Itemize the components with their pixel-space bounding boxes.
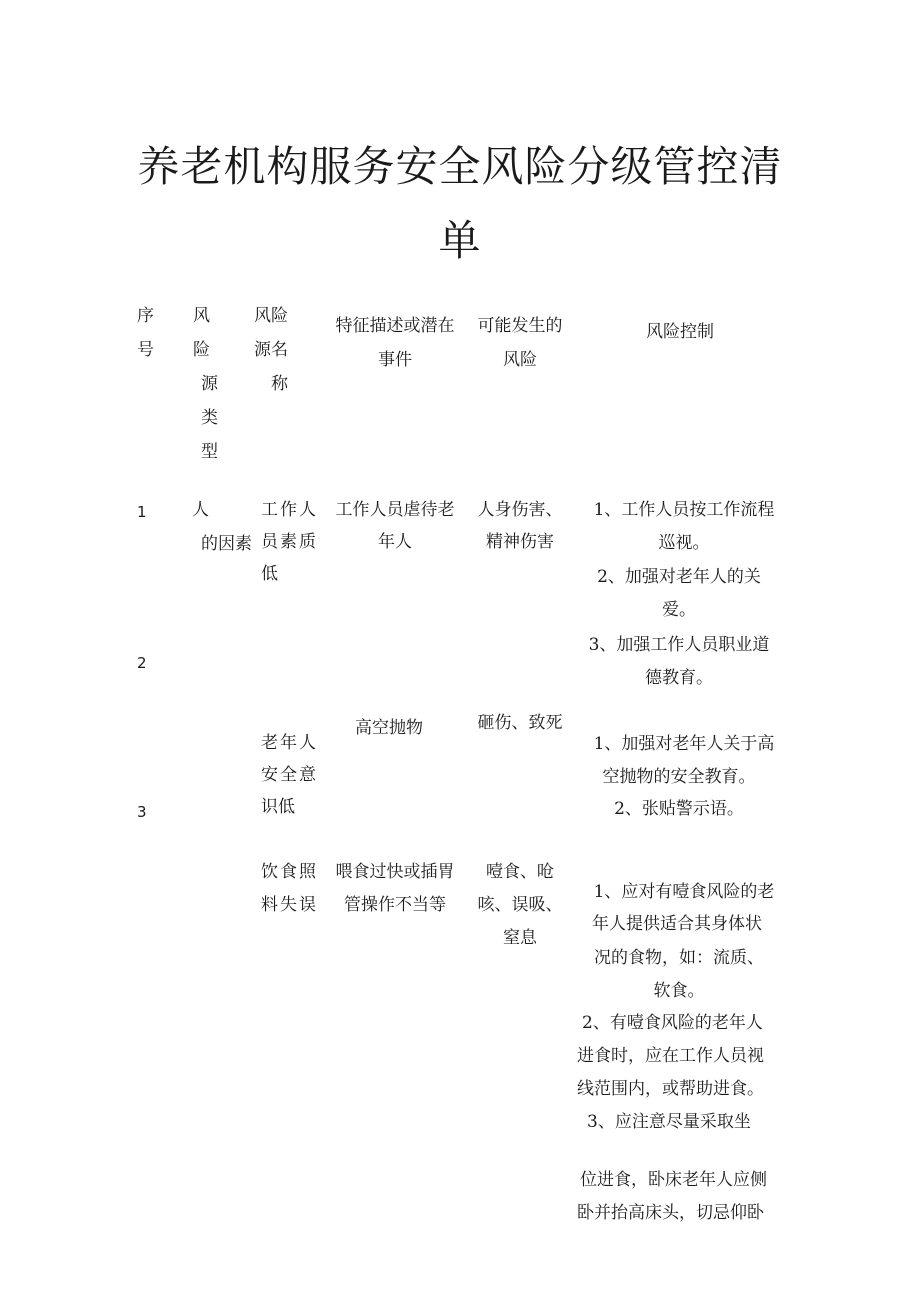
item1-control-5: 3、加强工作人员职业道: [588, 635, 770, 655]
item1-control-3: 2、加强对老年人的关: [597, 567, 761, 587]
header-risk-1: 可能发生的: [477, 316, 563, 336]
item3-control-1: 1、应对有噎食风险的老: [593, 882, 775, 902]
item1-risk-2: 精神伤害: [486, 532, 554, 552]
item1-name-1: 工作人: [261, 500, 318, 520]
item3-feature-1: 喂食过快或插胃: [335, 862, 455, 882]
header-name-2: 源名: [254, 340, 288, 360]
item3-control-3: 况的食物，如：流质、: [594, 948, 764, 968]
item3-control-7: 线范围内，或帮助进食。: [577, 1079, 764, 1099]
header-type-5: 型: [201, 442, 218, 462]
item2-control-1: 1、加强对老年人关于高: [593, 734, 775, 754]
row-number-1: 1: [137, 503, 147, 521]
header-type-1: 风: [193, 306, 210, 326]
item3-risk-3: 窒息: [503, 928, 537, 948]
header-control: 风险控制: [646, 322, 714, 342]
header-seq-1: 序: [137, 306, 154, 326]
row-number-3: 3: [137, 803, 147, 821]
header-type-2: 险: [193, 340, 210, 360]
item2-feature-1: 高空抛物: [355, 718, 423, 738]
item2-name-1: 老年人: [261, 733, 318, 753]
header-seq-2: 号: [137, 340, 154, 360]
header-type-3: 源: [201, 374, 218, 394]
item2-control-2: 空抛物的安全教育。: [602, 767, 756, 787]
row-number-2: 2: [137, 654, 147, 672]
item2-name-2: 安全意: [261, 765, 318, 785]
item3-control-5: 2、有噎食风险的老年人: [582, 1013, 763, 1033]
item3-feature-2: 管操作不当等: [344, 895, 446, 915]
item1-control-6: 德教育。: [645, 668, 713, 688]
item3-control-4: 软食。: [653, 981, 705, 1001]
item1-risk-1: 人身伤害、: [477, 500, 563, 520]
header-name-3: 称: [271, 374, 288, 394]
header-name-1: 风险: [254, 306, 288, 326]
item2-control-3: 2、张贴警示语。: [614, 799, 744, 819]
item1-feature-1: 工作人员虐待老: [335, 500, 455, 520]
item3-control-10: 卧并抬高床头，切忌仰卧: [577, 1203, 764, 1223]
item1-control-4: 爱。: [662, 600, 696, 620]
item3-name-2: 料失误: [261, 895, 318, 915]
item2-name-3: 识低: [261, 797, 295, 817]
item1-control-1: 1、工作人员按工作流程: [593, 500, 775, 520]
item2-risk-1: 砸伤、致死: [477, 713, 563, 733]
source-type-2: 的因素: [201, 534, 252, 554]
header-feature-2: 事件: [378, 350, 412, 370]
item3-control-6: 进食时，应在工作人员视: [577, 1046, 764, 1066]
item3-control-9: 位进食，卧床老年人应侧: [580, 1170, 767, 1190]
header-feature-1: 特征描述或潜在: [335, 316, 455, 336]
header-risk-2: 风险: [503, 350, 537, 370]
title-line-2: 单: [438, 216, 482, 265]
source-type-1: 人: [192, 500, 209, 520]
item1-control-2: 巡视。: [658, 533, 710, 553]
item1-name-2: 员素质: [261, 532, 318, 552]
item3-risk-1: 噎食、呛: [486, 862, 554, 882]
item1-feature-2: 年人: [378, 532, 412, 552]
item3-name-1: 饮食照: [261, 862, 318, 882]
header-type-4: 类: [201, 408, 218, 428]
item3-risk-2: 咳、误吸、: [477, 895, 563, 915]
item1-name-3: 低: [261, 564, 278, 584]
title-line-1: 养老机构服务安全风险分级管控清: [137, 142, 783, 191]
item3-control-2: 年人提供适合其身体状: [592, 914, 762, 934]
item3-control-8: 3、应注意尽量采取坐: [587, 1112, 751, 1132]
